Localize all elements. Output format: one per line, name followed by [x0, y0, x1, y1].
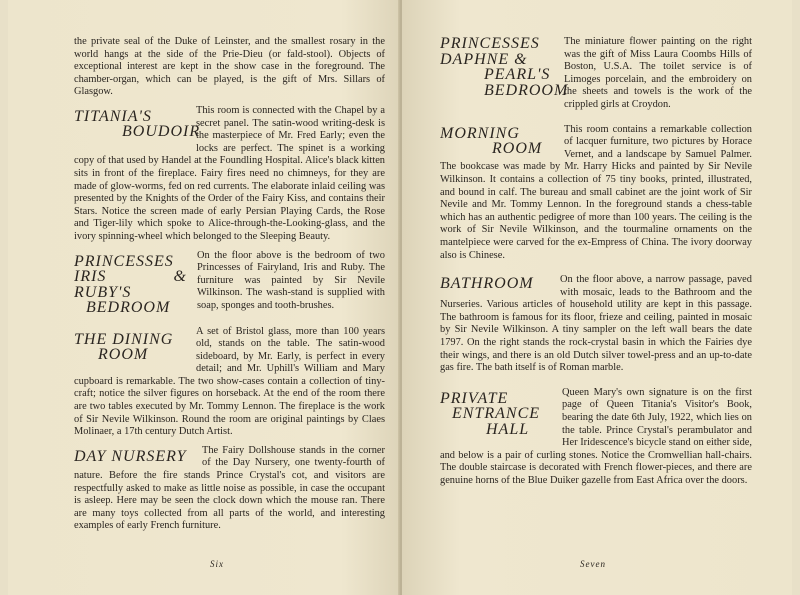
section-text: Queen Mary's own signature is on the first page of Queen Titania's Visitor's Book, bearing the date 6th July, 1922, which lies on the table. Prince Crystal's perambulator and Her Iridescence's bicycle stand on either side, and below is a pair of curling stones. Notice the Cromwellian hall-chairs. The double staircase is decorated with French flower-pieces, and there are genuine horns of the Blue Duiker gazelle from East Africa over the doors. [440, 386, 752, 486]
section-private-entrance-hall [440, 387, 752, 488]
section-bathroom [440, 274, 752, 375]
section-heading: TITANIA'S BOUDOIR [74, 107, 201, 141]
page-number: Seven [580, 559, 606, 569]
page-number: Six [210, 559, 224, 569]
section-heading: DAY NURSERY [74, 447, 187, 465]
section-heading: PRINCESSES IRIS & RUBY'S BEDROOM [74, 252, 187, 316]
section-text: This room is connected with the Chapel by a secret panel. The satin-wood writing-desk is the masterpiece of Mr. Fred Early; even the locks are perfect. The spinet is a working copy of that used by Handel at the Foundling Hospital. Alice's black kitten sits in front of the fireplace. Fairy fires need no chimneys, for they are made of glow-worms, fed on red currents. The elaborate inlaid ceiling was presented by the Knights of the Order of the Fairy Kiss, and contains their Stars. Notice the screen made of early Persian Playing Cards, the Rose and Tiger-lily which spoke to Alice-through-the-Looking-glass, and the ivory spinning-wheel which belonged to the Sleeping Beauty. [74, 104, 385, 242]
section-text: The miniature flower painting on the right was the gift of Miss Laura Coombs Hills of Boston, U.S.A. The toilet service is of Limoges porcelain, and the embroidery on the sheets and towels is the work of the crippled girls at Croydon. [564, 36, 752, 110]
section-heading: BATHROOM [440, 275, 534, 293]
section-heading: MORNING ROOM [440, 124, 543, 158]
section-day-nursery [74, 445, 385, 533]
section-daphne-pearl-bedroom [440, 36, 752, 112]
intro-paragraph: the private seal of the Duke of Leinster, and the smallest rosary in the world hangs at the side of the Prie-Dieu (or fald-stool). Objects of exceptional interest are kept in the show case in the foreground. The chamber-organ, which can be played, is the gift of Mrs. Sillars of Glasgow. [74, 36, 385, 98]
section-dining-room [74, 326, 385, 439]
section-titanias-boudoir [74, 105, 385, 244]
left-page [8, 0, 400, 595]
section-text: The Fairy Dollshouse stands in the corner of the Day Nursery, one twenty-fourth of nature. Before the fire stands Prince Crystal's cot, and visitors are respectfully asked to make as little noise as possible, in case the occupant is asleep. Here may be seen the clock down which the mouse ran. There are many toys collected from all parts of the world, and interesting examples of early French furniture. [74, 444, 385, 532]
section-heading: PRIVATE ENTRANCE HALL [440, 389, 541, 438]
section-morning-room [440, 124, 752, 263]
section-heading: PRINCESSES DAPHNE & PEARL'S BEDROOM [440, 36, 569, 99]
section-heading: THE DINING ROOM [74, 330, 174, 363]
section-text: On the floor above is the bedroom of two Princesses of Fairyland, Iris and Ruby. The furniture was painted by Sir Nevile Wilkinson. The wash-stand is supplied with soap, sponges and tooth-brushes. [197, 249, 385, 311]
right-page-content [440, 36, 752, 488]
section-iris-ruby-bedroom [74, 250, 385, 320]
section-text: This room contains a remarkable collection of lacquer furniture, two pictures by Horace Vernet, and a landscape by Samuel Palmer. The bookcase was made by Mr. Harry Hicks and painted by Sir Nevile Wilkinson. It contains a collection of 75 tiny books, printed, illustrated, and bound in calf. The bureau and small cabinet are the joint work of Sir Nevile and Mr. Tommy Lennon. In the foreground stands a chess-table which has an authentic pedigree of more than 100 years. The ceiling is the work of Sir Nevile Wilkinson, and the tourmaline ornaments on the mantelpiece were carved for the ex-Empress of China. The ivory doorway also is Chinese. [440, 123, 752, 261]
left-page-content [74, 36, 385, 533]
right-page [402, 0, 792, 595]
section-text: On the floor above, a narrow passage, paved with mosaic, leads to the Bathroom and the Nurseries. Various articles of household utility are kept in this passage. The bathroom is famous for its floor, frieze and ceiling, painted in mosaic by Sir Nevile Wilkinson. A tiny sampler on the left wall bears the date 1797. On the right stands the rock-crystal basin in which the Fairies dye their wings, and there is an old Dutch silver towel-press and an up-to-date gas fire. The bath itself is of Roman marble. [440, 274, 752, 374]
section-text: A set of Bristol glass, more than 100 years old, stands on the table. The satin-wood sideboard, by Mr. Early, is perfect in every detail; and Mr. Uphill's William and Mary cupboard is remarkable. The two show-cases contain a collection of tiny-craft; notice the silver figures on horseback. At the end of the room there are two tables executed by Mr. Tommy Lennon. The fireplace is the work of Sir Nevile Wilkinson. Round the room are original paintings by Claes Molinaer, a 17th century Dutch Artist. [74, 325, 385, 438]
